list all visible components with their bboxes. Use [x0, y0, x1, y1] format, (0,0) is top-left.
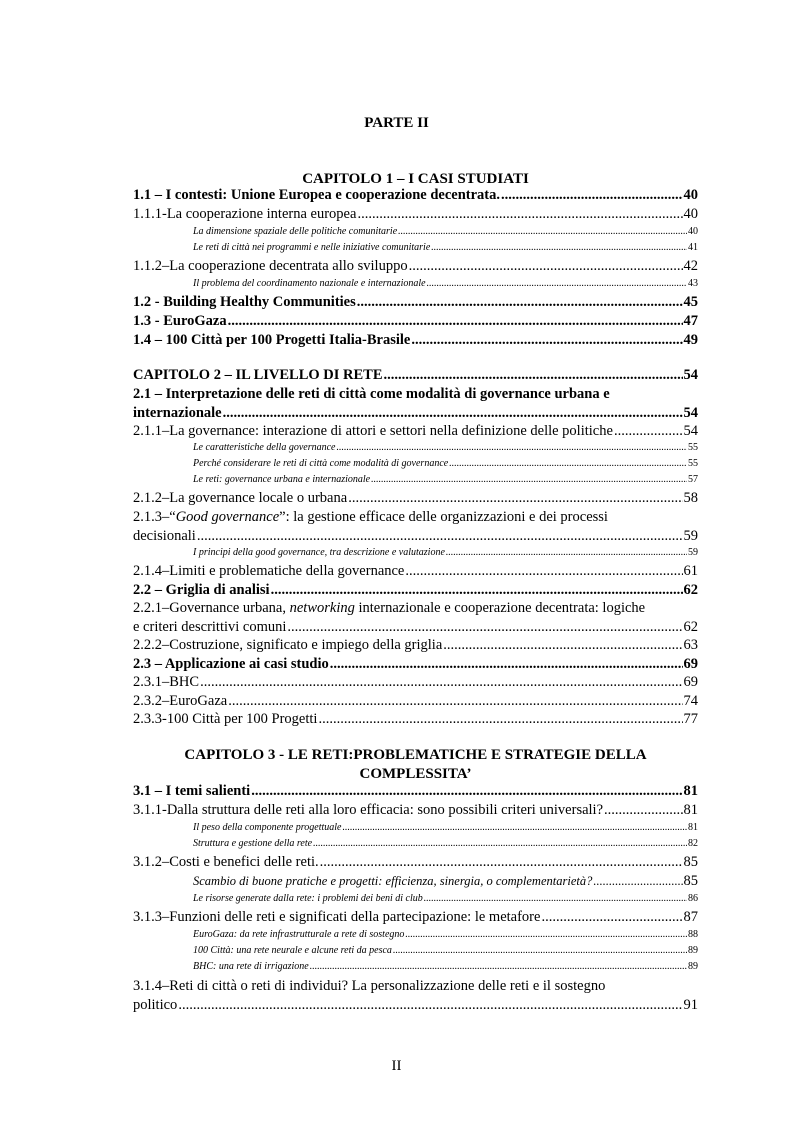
entry-text: Le reti di città nei programmi e nelle iniziative comunitarie — [193, 242, 431, 253]
toc-entry-2-3[interactable] — [133, 656, 698, 673]
entry-page: 49 — [683, 332, 698, 348]
entry-text: 2.3.2–EuroGaza — [133, 693, 228, 709]
entry-text: 100 Città: una rete neurale e alcune reti da pesca — [193, 945, 392, 956]
entry-text: CAPITOLO 2 – IL LIVELLO DI RETE — [133, 367, 383, 383]
toc-entry-3-1-1[interactable] — [133, 802, 698, 819]
entry-page: 45 — [683, 294, 698, 310]
entry-page: 54 — [683, 367, 698, 383]
entry-text: 2.3 – Applicazione ai casi studio — [133, 656, 329, 672]
toc-entry-2-1[interactable] — [133, 405, 698, 422]
toc-entry-1-1-2[interactable] — [133, 258, 698, 275]
entry-page: 40 — [683, 206, 698, 222]
entry-page: 62 — [683, 619, 698, 635]
entry-text: 2.2.2–Costruzione, significato e impiego della griglia — [133, 637, 443, 653]
entry-page: 89 — [688, 961, 698, 972]
entry-text-emphasis: networking — [289, 600, 355, 616]
entry-page: 43 — [688, 278, 698, 289]
entry-page: 87 — [683, 909, 698, 925]
toc-entry-1-1-1[interactable] — [133, 206, 698, 223]
toc-entry-3-1-4[interactable] — [133, 997, 698, 1014]
entry-text: internazionale — [133, 405, 222, 421]
entry-text: 2.2.1–Governance urbana, — [133, 600, 290, 616]
chapter-1-title: CAPITOLO 1 – I CASI STUDIATI — [302, 171, 529, 187]
entry-page: 54 — [683, 423, 698, 439]
entry-text: internazionale e cooperazione decentrata: logiche — [354, 600, 646, 616]
toc-entry-3-1-4-line1[interactable]: 3.1.4–Reti di città o reti di individui? La personalizzazione delle reti e il sostegno — [133, 978, 606, 994]
toc-entry-sub[interactable] — [193, 547, 698, 558]
toc-entry-sub[interactable] — [193, 838, 698, 849]
entry-text: 3.1.3–Funzioni delle reti e significati della partecipazione: le metafore — [133, 909, 541, 925]
toc-entry-sub[interactable] — [193, 873, 698, 890]
entry-page: 89 — [688, 945, 698, 956]
toc-entry-2-1-3[interactable] — [133, 528, 698, 545]
entry-page: 91 — [683, 997, 698, 1013]
toc-entry-sub[interactable] — [193, 458, 698, 469]
toc-entry-3-1[interactable] — [133, 783, 698, 800]
entry-text: La dimensione spaziale delle politiche comunitarie — [193, 226, 398, 237]
entry-page: 85 — [683, 854, 698, 870]
entry-text: EuroGaza: da rete infrastrutturale a rete di sostegno — [193, 929, 405, 940]
entry-page: 55 — [688, 458, 698, 469]
entry-page: 81 — [683, 802, 698, 818]
toc-entry-2-1-line1[interactable]: 2.1 – Interpretazione delle reti di città come modalità di governance urbana e — [133, 386, 610, 402]
entry-text: Scambio di buone pratiche e progetti: efficienza, sinergia, o complementarietà? — [193, 874, 593, 888]
entry-text: Le risorse generate dalla rete: i problemi dei beni di club — [193, 893, 423, 904]
toc-entry-1-2[interactable] — [133, 294, 698, 311]
entry-text: 2.3.3-100 Città per 100 Progetti — [133, 711, 318, 727]
entry-text: 1.3 - EuroGaza — [133, 313, 227, 329]
toc-entry-1-4[interactable] — [133, 332, 698, 349]
entry-text-emphasis: Good governance — [175, 509, 280, 525]
entry-page: 82 — [688, 838, 698, 849]
toc-entry-sub[interactable] — [193, 242, 698, 253]
toc-entry-2-2[interactable] — [133, 582, 698, 599]
toc-entry-2-2-1-line1[interactable] — [133, 600, 698, 617]
toc-entry-2-1-4[interactable] — [133, 563, 698, 580]
toc-entry-1-1[interactable] — [133, 187, 698, 204]
toc-entry-2-1-2[interactable] — [133, 490, 698, 507]
toc-entry-sub[interactable] — [193, 226, 698, 237]
entry-page: 59 — [683, 528, 698, 544]
toc-entry-sub[interactable] — [193, 474, 698, 485]
entry-text: Le caratteristiche della governance — [193, 442, 336, 453]
entry-text: e criteri descrittivi comuni — [133, 619, 287, 635]
entry-page: 74 — [683, 693, 698, 709]
toc-entry-2-3-3[interactable] — [133, 711, 698, 728]
chapter-3-title-line2: COMPLESSITA’ — [359, 766, 472, 782]
toc-entry-2-1-3-line1[interactable] — [133, 509, 698, 526]
toc-entry-2-2-2[interactable] — [133, 637, 698, 654]
chapter-2-title[interactable] — [133, 367, 698, 384]
entry-text: 1.1.2–La cooperazione decentrata allo sviluppo — [133, 258, 408, 274]
entry-page: 41 — [688, 242, 698, 253]
entry-text: 3.1 – I temi salienti — [133, 783, 251, 799]
entry-page: 57 — [688, 474, 698, 485]
entry-text: 2.1.3–“ — [133, 509, 176, 525]
entry-text: 1.1.1-La cooperazione interna europea — [133, 206, 357, 222]
part-title: PARTE II — [364, 115, 429, 131]
entry-text: Perché considerare le reti di città come modalità di governance — [193, 458, 449, 469]
entry-text: 2.1.2–La governance locale o urbana — [133, 490, 348, 506]
entry-page: 47 — [683, 313, 698, 329]
toc-entry-2-3-2[interactable] — [133, 693, 698, 710]
entry-text: 1.4 – 100 Città per 100 Progetti Italia-Brasile — [133, 332, 411, 348]
entry-text: Il peso della componente progettuale — [193, 822, 342, 833]
page-number: II — [391, 1058, 402, 1074]
toc-entry-2-1-1[interactable] — [133, 423, 698, 440]
entry-text: I principi della good governance, tra descrizione e valutazione — [193, 547, 445, 558]
entry-text: Il problema del coordinamento nazionale e internazionale — [193, 278, 426, 289]
toc-entry-sub[interactable] — [193, 893, 698, 904]
toc-entry-sub[interactable] — [193, 945, 698, 956]
toc-entry-sub[interactable] — [193, 442, 698, 453]
entry-text: Le reti: governance urbana e internazionale — [193, 474, 371, 485]
entry-page: 69 — [683, 674, 698, 690]
entry-page: 62 — [683, 582, 698, 598]
entry-text: 1.1 – I contesti: Unione Europea e cooperazione decentrata. — [133, 187, 501, 203]
entry-text: BHC: una rete di irrigazione — [193, 961, 309, 972]
toc-entry-1-3[interactable] — [133, 313, 698, 330]
toc-entry-3-1-3[interactable] — [133, 909, 698, 926]
entry-page: 81 — [683, 783, 698, 799]
entry-text: 2.3.1–BHC — [133, 674, 200, 690]
toc-entry-sub[interactable] — [193, 961, 698, 972]
chapter-3-title-line1: CAPITOLO 3 - LE RETI:PROBLEMATICHE E STRATEGIE DELLA — [184, 747, 647, 763]
entry-page: 88 — [688, 929, 698, 940]
entry-text: 1.2 - Building Healthy Communities — [133, 294, 356, 310]
toc-entry-sub[interactable] — [193, 278, 698, 289]
entry-page: 55 — [688, 442, 698, 453]
toc-entry-sub[interactable] — [193, 822, 698, 833]
entry-page: 69 — [683, 656, 698, 672]
entry-text: 2.2 – Griglia di analisi — [133, 582, 270, 598]
entry-page: 54 — [683, 405, 698, 421]
entry-text: politico — [133, 997, 178, 1013]
entry-page: 58 — [683, 490, 698, 506]
entry-text: ”: la gestione efficace delle organizzazioni e dei processi — [279, 509, 608, 525]
entry-page: 40 — [683, 187, 698, 203]
entry-page: 86 — [688, 893, 698, 904]
toc-entry-2-3-1[interactable] — [133, 674, 698, 691]
entry-page: 81 — [688, 822, 698, 833]
toc-entry-3-1-2[interactable] — [133, 854, 698, 871]
entry-text: 2.1.1–La governance: interazione di attori e settori nella definizione delle politiche — [133, 423, 613, 439]
entry-page: 63 — [683, 637, 698, 653]
entry-text: Struttura e gestione della rete — [193, 838, 313, 849]
entry-text: decisionali — [133, 528, 196, 544]
entry-text: 3.1.2–Costi e benefici delle reti. — [133, 854, 319, 870]
entry-page: 77 — [683, 711, 698, 727]
entry-page: 42 — [683, 258, 698, 274]
entry-page: 40 — [688, 226, 698, 237]
toc-entry-2-2-1[interactable] — [133, 619, 698, 636]
toc-entry-sub[interactable] — [193, 929, 698, 940]
entry-page: 85 — [683, 873, 698, 889]
entry-text: 3.1.1-Dalla struttura delle reti alla loro efficacia: sono possibili criteri universali? — [133, 802, 604, 818]
entry-text: 2.1.4–Limiti e problematiche della governance — [133, 563, 405, 579]
entry-page: 61 — [683, 563, 698, 579]
entry-page: 59 — [688, 547, 698, 558]
